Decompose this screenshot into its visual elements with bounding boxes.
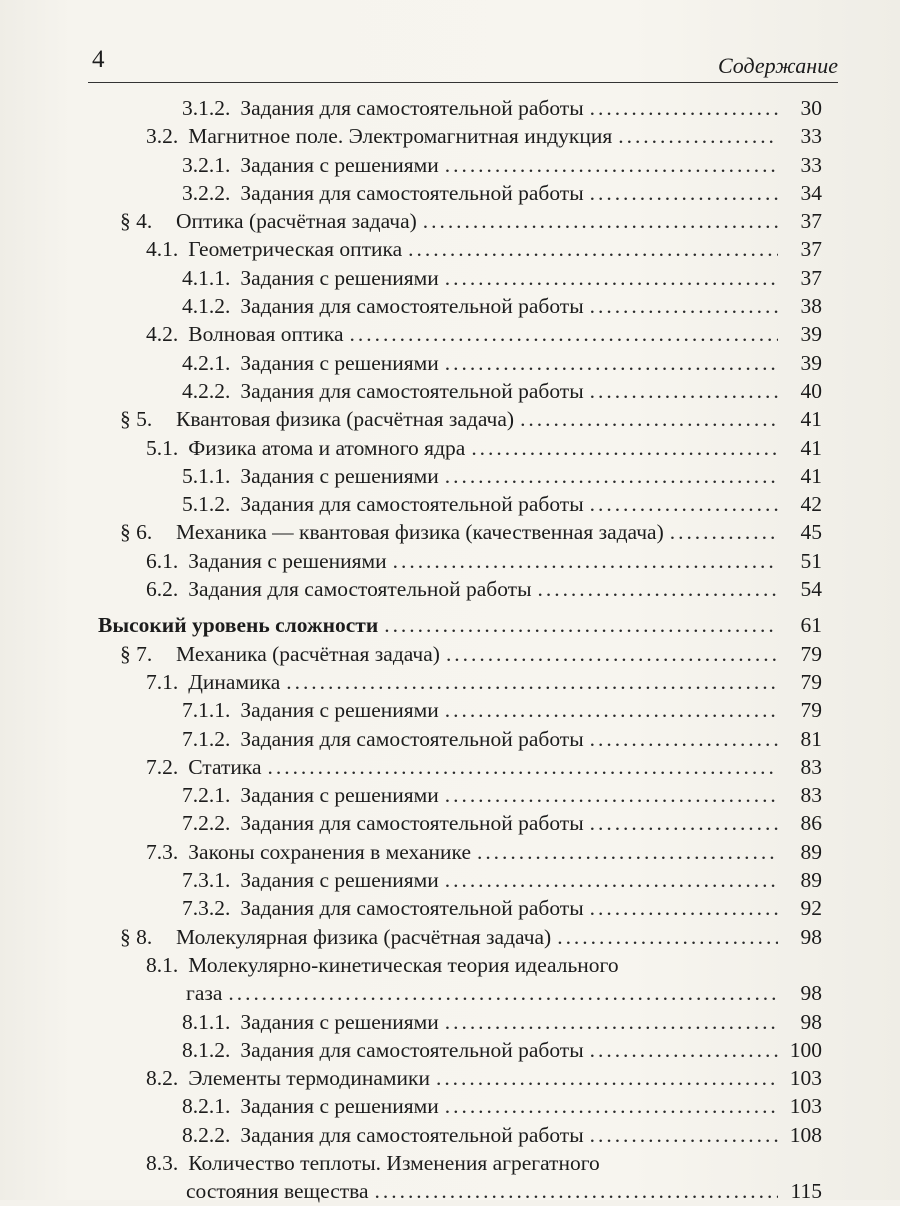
toc-entry-number: 8.1.1. xyxy=(182,1009,231,1034)
toc-entry-page: 98 xyxy=(800,1009,822,1034)
toc-leader-dots xyxy=(618,122,778,150)
toc-entry-title: Задания с решениями xyxy=(240,1009,439,1034)
toc-entry-page: 100 xyxy=(789,1037,822,1062)
toc-entry-title: Задания с решениями xyxy=(240,152,439,177)
toc-entry-number: 7.2. xyxy=(146,754,179,779)
toc-entry-number: 8.2.2. xyxy=(182,1122,231,1147)
toc-leader-dots xyxy=(590,179,778,207)
toc-entry-number: § 5. xyxy=(120,407,153,432)
toc-entry-title: Геометрическая оптика xyxy=(188,237,403,262)
toc-entry[interactable] xyxy=(98,94,822,122)
toc-entry-first-line xyxy=(146,951,822,979)
toc-entry-number: 3.2. xyxy=(146,124,179,149)
toc-entry-number: 5.1.2. xyxy=(182,492,231,517)
toc-entry-page: 79 xyxy=(800,698,822,723)
toc-entry-title: Задания с решениями xyxy=(240,265,439,290)
toc-entry[interactable] xyxy=(98,490,822,518)
toc-entry[interactable] xyxy=(98,1149,822,1206)
toc-entry-number: 4.1. xyxy=(146,237,179,262)
toc-entry[interactable] xyxy=(98,696,822,724)
toc-entry[interactable] xyxy=(98,1064,822,1092)
toc-entry-number: 7.3.2. xyxy=(182,896,231,921)
toc-entry-title: Задания с решениями xyxy=(240,463,439,488)
toc-leader-dots xyxy=(590,377,778,405)
toc-entry-page: 39 xyxy=(800,350,822,375)
toc-leader-dots xyxy=(436,1064,778,1092)
toc-entry-title: Задания для самостоятельной работы xyxy=(240,378,584,403)
toc-entry-page: 83 xyxy=(800,754,822,779)
toc-entry-page: 41 xyxy=(800,463,822,488)
toc-leader-dots xyxy=(471,434,778,462)
toc-entry-page: 79 xyxy=(800,669,822,694)
toc-entry-title: Динамика xyxy=(188,669,281,694)
toc-entry-page: 86 xyxy=(800,811,822,836)
toc-entry-title-continuation: состояния вещества xyxy=(186,1179,369,1204)
toc-entry-number: 5.1. xyxy=(146,435,179,460)
toc-entry[interactable] xyxy=(98,1092,822,1120)
toc-entry[interactable] xyxy=(98,264,822,292)
toc-entry-number: § 7. xyxy=(120,641,153,666)
toc-leader-dots xyxy=(286,668,778,696)
toc-gap xyxy=(98,603,822,611)
toc-entry-page: 41 xyxy=(800,435,822,460)
toc-entry-title: Высокий уровень сложности xyxy=(98,613,379,638)
toc-entry-page: 89 xyxy=(800,868,822,893)
toc-entry-page: 37 xyxy=(800,265,822,290)
toc-entry-page: 33 xyxy=(800,152,822,177)
toc-entry-number: 8.2. xyxy=(146,1066,179,1091)
toc-entry-page: 98 xyxy=(800,924,822,949)
toc-entry-number: 8.1.2. xyxy=(182,1037,231,1062)
toc-entry[interactable] xyxy=(98,838,822,866)
toc-entry-title: Задания для самостоятельной работы xyxy=(240,180,584,205)
toc-entry[interactable] xyxy=(98,377,822,405)
toc-entry-title: Молекулярная физика (расчётная задача) xyxy=(176,924,552,949)
toc-entry-number: § 6. xyxy=(120,520,153,545)
toc-entry[interactable] xyxy=(98,725,822,753)
toc-entry-number: 4.2.1. xyxy=(182,350,231,375)
running-head: Содержание xyxy=(717,53,838,78)
toc-entry[interactable] xyxy=(98,122,822,150)
toc-entry-number: 7.1. xyxy=(146,669,179,694)
toc-leader-dots xyxy=(268,753,778,781)
toc-leader-dots xyxy=(393,547,778,575)
toc-entry-title: Задания с решениями xyxy=(240,783,439,808)
toc-entry-number: 8.2.1. xyxy=(182,1094,231,1119)
toc-entry-number: 7.2.1. xyxy=(182,783,231,808)
toc-leader-dots xyxy=(445,781,778,809)
toc-entry[interactable] xyxy=(98,640,822,668)
toc-entry-number: 6.1. xyxy=(146,548,179,573)
toc-entry[interactable] xyxy=(98,462,822,490)
toc-entry-page: 92 xyxy=(800,896,822,921)
toc-entry-title: Задания для самостоятельной работы xyxy=(188,577,532,602)
toc-entry-page: 51 xyxy=(800,548,822,573)
toc-entry[interactable] xyxy=(98,781,822,809)
toc-entry-page: 79 xyxy=(800,641,822,666)
toc-entry-title: Задания с решениями xyxy=(188,548,387,573)
toc-entry[interactable] xyxy=(98,179,822,207)
toc-entry-number: 7.3. xyxy=(146,839,179,864)
toc-entry-title: Квантовая физика (расчётная задача) xyxy=(176,407,515,432)
toc-entry-page: 33 xyxy=(800,124,822,149)
toc-entry-continuation xyxy=(146,979,822,1007)
toc-entry[interactable] xyxy=(98,1008,822,1036)
toc-entry-title: Задания с решениями xyxy=(240,350,439,375)
toc-entry-number: § 4. xyxy=(120,209,153,234)
toc-leader-dots xyxy=(445,264,778,292)
toc-entry-page: 103 xyxy=(789,1094,822,1119)
toc-leader-dots xyxy=(445,866,778,894)
toc-leader-dots xyxy=(557,923,778,951)
toc-leader-dots xyxy=(423,207,778,235)
toc-entry-title: Статика xyxy=(188,754,262,779)
toc-entry-page: 42 xyxy=(800,492,822,517)
toc-entry-number: 4.2.2. xyxy=(182,378,231,403)
toc-entry-title: Задания для самостоятельной работы xyxy=(240,896,584,921)
toc-entry-title: Задания с решениями xyxy=(240,1094,439,1119)
toc-entry[interactable] xyxy=(98,809,822,837)
toc-entry-title: Задания для самостоятельной работы xyxy=(240,1037,584,1062)
toc-entry-number: 5.1.1. xyxy=(182,463,231,488)
toc-entry[interactable] xyxy=(98,320,822,348)
toc-entry-number: 4.1.2. xyxy=(182,294,231,319)
toc-entry-number: 3.1.2. xyxy=(182,96,231,120)
toc-entry-title: Механика — квантовая физика (качественная задача) xyxy=(176,520,664,545)
toc-entry-title: Задания для самостоятельной работы xyxy=(240,1122,584,1147)
toc-leader-dots xyxy=(590,894,778,922)
toc-entry[interactable] xyxy=(98,349,822,377)
toc-leader-dots xyxy=(445,1008,778,1036)
toc-leader-dots xyxy=(670,518,778,546)
toc-entry-page: 81 xyxy=(800,726,822,751)
toc-entry-page: 89 xyxy=(800,839,822,864)
toc-leader-dots xyxy=(446,640,778,668)
toc-leader-dots xyxy=(445,462,778,490)
toc-leader-dots xyxy=(590,1121,778,1149)
toc-entry-page: 103 xyxy=(789,1066,822,1091)
toc-entry[interactable] xyxy=(98,434,822,462)
toc-entry[interactable] xyxy=(98,951,822,1008)
toc-leader-dots xyxy=(590,1036,778,1064)
toc-entry-title: Магнитное поле. Электромагнитная индукция xyxy=(188,124,613,149)
toc-entry[interactable] xyxy=(98,866,822,894)
toc-entry-page: 45 xyxy=(800,520,822,545)
toc-entry-number: 7.3.1. xyxy=(182,868,231,893)
toc-entry-title: Задания с решениями xyxy=(240,698,439,723)
toc-entry-first-line xyxy=(146,1149,822,1177)
toc-entry-number: 7.2.2. xyxy=(182,811,231,836)
toc-entry-number: 8.1. xyxy=(146,952,179,977)
toc-leader-dots xyxy=(590,725,778,753)
toc-leader-dots xyxy=(375,1177,778,1205)
toc-leader-dots xyxy=(590,809,778,837)
toc-entry-title: Физика атома и атомного ядра xyxy=(188,435,466,460)
toc-leader-dots xyxy=(590,292,778,320)
toc-entry[interactable] xyxy=(98,405,822,433)
toc-leader-dots xyxy=(350,320,778,348)
toc-entry-page: 30 xyxy=(800,96,822,120)
toc-leader-dots xyxy=(445,151,778,179)
toc-leader-dots xyxy=(538,575,778,603)
toc-leader-dots xyxy=(445,696,778,724)
toc-entry[interactable] xyxy=(98,1036,822,1064)
toc-entry-page: 98 xyxy=(800,981,822,1006)
toc-entry[interactable] xyxy=(98,668,822,696)
toc-entry-page: 34 xyxy=(800,180,822,205)
toc-entry-title: Элементы термодинамики xyxy=(188,1066,430,1091)
toc-entry-title: Задания для самостоятельной работы xyxy=(240,492,584,517)
toc-leader-dots xyxy=(590,490,778,518)
toc-entry-page: 41 xyxy=(800,407,822,432)
toc-leader-dots xyxy=(590,94,778,122)
toc-leader-dots xyxy=(408,235,778,263)
toc-leader-dots xyxy=(520,405,778,433)
table-of-contents xyxy=(98,94,822,1206)
toc-entry-title-continuation: газа xyxy=(186,981,223,1006)
toc-entry-page: 40 xyxy=(800,378,822,403)
toc-entry[interactable] xyxy=(98,518,822,546)
toc-entry-page: 37 xyxy=(800,237,822,262)
toc-entry-number: 4.2. xyxy=(146,322,179,347)
toc-entry[interactable] xyxy=(98,753,822,781)
toc-entry[interactable] xyxy=(98,923,822,951)
toc-leader-dots xyxy=(384,611,778,639)
toc-entry[interactable] xyxy=(98,1121,822,1149)
toc-entry-page: 83 xyxy=(800,783,822,808)
toc-entry-page: 115 xyxy=(790,1179,822,1204)
page-number: 4 xyxy=(92,46,105,73)
toc-entry-continuation xyxy=(146,1177,822,1205)
toc-entry[interactable] xyxy=(98,611,822,639)
toc-entry-title: Задания для самостоятельной работы xyxy=(240,726,584,751)
toc-entry[interactable] xyxy=(98,235,822,263)
toc-entry-number: 4.1.1. xyxy=(182,265,231,290)
toc-entry-number: 7.1.1. xyxy=(182,698,231,723)
toc-entry-title: Законы сохранения в механике xyxy=(188,839,471,864)
toc-entry-number: 3.2.1. xyxy=(182,152,231,177)
toc-entry-title: Оптика (расчётная задача) xyxy=(176,209,417,234)
toc-entry[interactable] xyxy=(98,207,822,235)
toc-entry-page: 61 xyxy=(800,613,822,638)
toc-leader-dots xyxy=(445,1092,778,1120)
toc-entry-title: Задания для самостоятельной работы xyxy=(240,811,584,836)
toc-entry-page: 39 xyxy=(800,322,822,347)
toc-entry-page: 54 xyxy=(800,577,822,602)
toc-entry-page: 108 xyxy=(789,1122,822,1147)
toc-entry[interactable] xyxy=(98,894,822,922)
toc-entry[interactable] xyxy=(98,151,822,179)
toc-entry[interactable] xyxy=(98,292,822,320)
toc-entry-number: 8.3. xyxy=(146,1150,179,1175)
toc-entry-page: 37 xyxy=(800,209,822,234)
toc-entry-number: 3.2.2. xyxy=(182,180,231,205)
toc-entry-title: Задания для самостоятельной работы xyxy=(240,294,584,319)
toc-leader-dots xyxy=(445,349,778,377)
toc-entry-number: § 8. xyxy=(120,924,153,949)
toc-entry[interactable] xyxy=(98,575,822,603)
toc-entry-title: Задания для самостоятельной работы xyxy=(240,96,584,120)
toc-entry-title: Количество теплоты. Изменения агрегатного xyxy=(188,1150,600,1175)
toc-entry[interactable] xyxy=(98,547,822,575)
toc-entry-number: 7.1.2. xyxy=(182,726,231,751)
toc-leader-dots xyxy=(477,838,778,866)
toc-entry-title: Механика (расчётная задача) xyxy=(176,641,440,666)
toc-entry-title: Задания с решениями xyxy=(240,868,439,893)
toc-entry-title: Волновая оптика xyxy=(188,322,344,347)
toc-entry-number: 6.2. xyxy=(146,577,179,602)
toc-entry-page: 38 xyxy=(800,294,822,319)
toc-entry-title: Молекулярно-кинетическая теория идеального xyxy=(188,952,619,977)
page-header xyxy=(88,44,838,83)
toc-leader-dots xyxy=(228,979,778,1007)
